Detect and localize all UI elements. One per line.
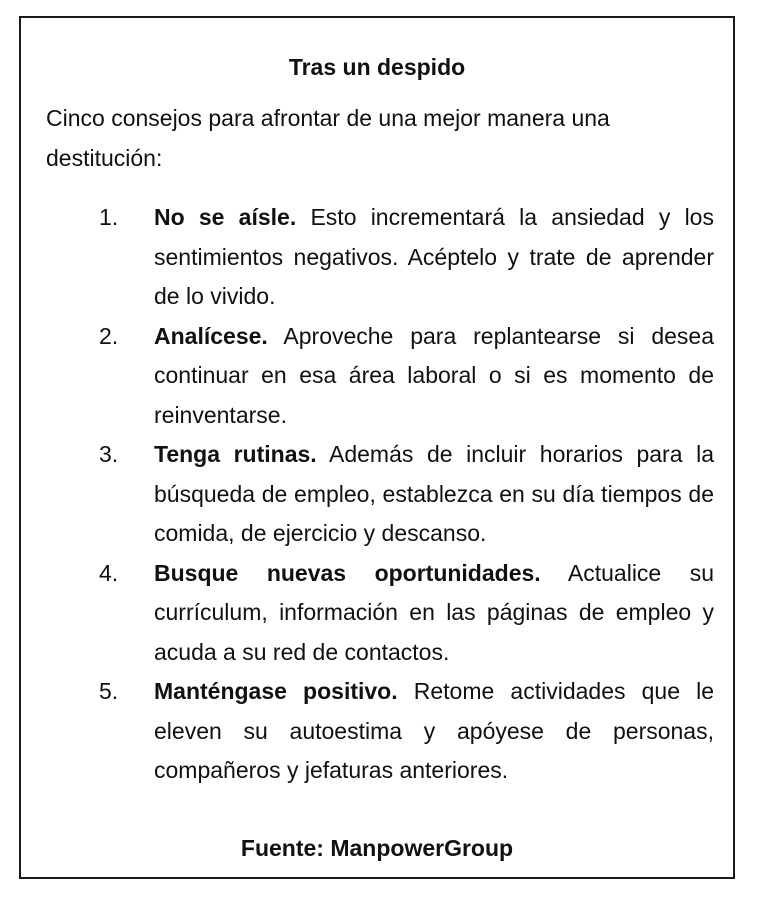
list-item-number: 3. [99,441,119,467]
list-item-text: Además de incluir horarios para la búsqueda de empleo, establezca en su día tiempos de comida, de ejercicio y descanso. [154,441,714,546]
list-item [21,435,733,554]
intro-paragraph: Cinco consejos para afrontar de una mejor manera una destitución: [46,105,610,171]
document-box [19,16,735,879]
list-item-number: 1. [99,204,119,230]
list-item [21,317,733,436]
tips-list [21,198,733,791]
list-item-text: Aproveche para replantearse si desea continuar en esa área laboral o si es momento de reinventarse. [154,322,714,428]
list-item [21,198,733,317]
list-item-text: Actualice su currículum, información en las páginas de empleo y acuda a su red de contactos. [154,559,714,665]
list-item [21,554,733,673]
list-item-text: Retome actividades que le eleven su autoestima y apóyese de personas, compañeros y jefaturas anteriores. [154,678,715,783]
list-item-heading: Busque nuevas oportunidades. [154,559,541,586]
list-item-heading: No se aísle. [154,204,297,230]
list-item-heading: Tenga rutinas. [154,441,317,467]
list-item-number: 2. [99,322,119,349]
list-item-number: 4. [99,559,119,586]
source-credit: Fuente: ManpowerGroup [240,835,514,861]
list-item-heading: Manténgase positivo. [154,678,398,704]
document-title: Tras un despido [288,54,466,80]
list-item-number: 5. [99,678,119,704]
list-item-heading: Analícese. [154,322,268,349]
list-item-text: Esto incrementará la ansiedad y los sentimientos negativos. Acéptelo y trate de aprender de lo vivido. [154,204,714,309]
list-item [21,672,733,791]
